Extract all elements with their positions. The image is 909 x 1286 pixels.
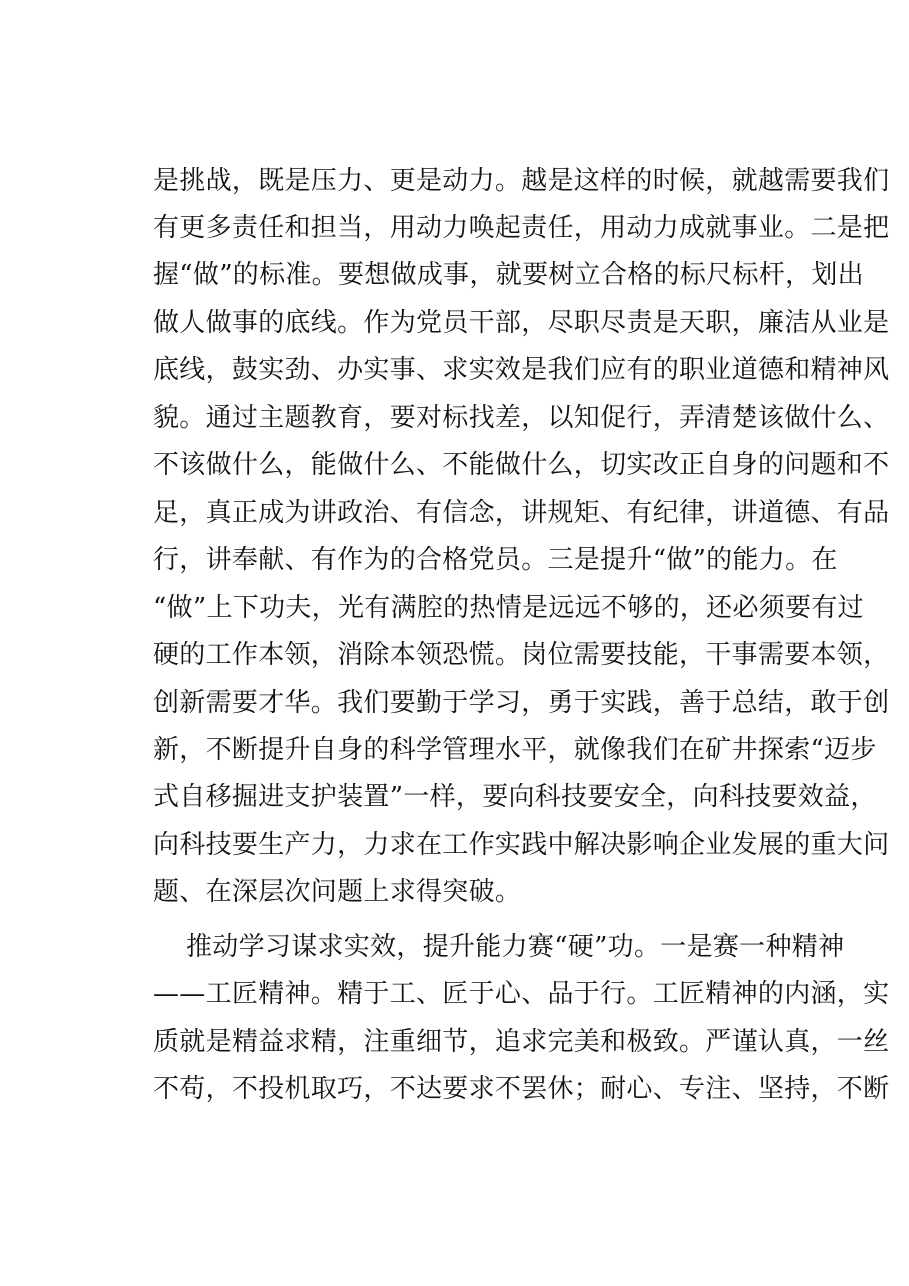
text-line: 质就是精益求精，注重细节，追求完美和极致。严谨认真，一丝 xyxy=(153,1027,890,1057)
text-line: 底线，鼓实劲、办实事、求实效是我们应有的职业道德和精神风 xyxy=(153,355,890,385)
text-line: 题、在深层次问题上求得突破。 xyxy=(153,877,522,907)
text-line: 不苟，不投机取巧，不达要求不罢休；耐心、专注、坚持，不断 xyxy=(153,1074,890,1104)
text-line: 有更多责任和担当，用动力唤起责任，用动力成就事业。二是把 xyxy=(153,213,890,243)
text-line: 足，真正成为讲政治、有信念，讲规矩、有纪律，讲道德、有品 xyxy=(153,498,890,528)
text-line: 向科技要生产力，力求在工作实践中解决影响企业发展的重大问 xyxy=(153,830,890,860)
text-line: 不该做什么，能做什么、不能做什么，切实改正自身的问题和不 xyxy=(153,450,890,480)
text-line: 做人做事的底线。作为党员干部，尽职尽责是天职，廉洁从业是 xyxy=(153,308,890,338)
text-line: 式自移掘进支护装置”一样，要向科技要安全，向科技要效益， xyxy=(153,782,877,812)
text-line: 行，讲奉献、有作为的合格党员。三是提升“做”的能力。在 xyxy=(153,545,838,575)
text-line: 硬的工作本领，消除本领恐慌。岗位需要技能，干事需要本领， xyxy=(153,640,890,670)
text-line: “做”上下功夫，光有满腔的热情是远远不够的，还必须要有过 xyxy=(153,593,864,623)
text-line: 貌。通过主题教育，要对标找差，以知促行，弄清楚该做什么、 xyxy=(153,403,890,433)
text-line: 是挑战，既是压力、更是动力。越是这样的时候，就越需要我们 xyxy=(153,166,890,196)
text-line: 新，不断提升自身的科学管理水平，就像我们在矿井探索“迈步 xyxy=(153,735,877,765)
text-line: 握“做”的标准。要想做成事，就要树立合格的标尺标杆，划出 xyxy=(153,260,864,290)
text-line: 创新需要才华。我们要勤于学习，勇于实践，善于总结，敢于创 xyxy=(153,688,890,718)
text-line: ——工匠精神。精于工、匠于心、品于行。工匠精神的内涵，实 xyxy=(153,979,890,1009)
paragraph-first-line: 推动学习谋求实效，提升能力赛“硬”功。一是赛一种精神 xyxy=(186,932,845,962)
